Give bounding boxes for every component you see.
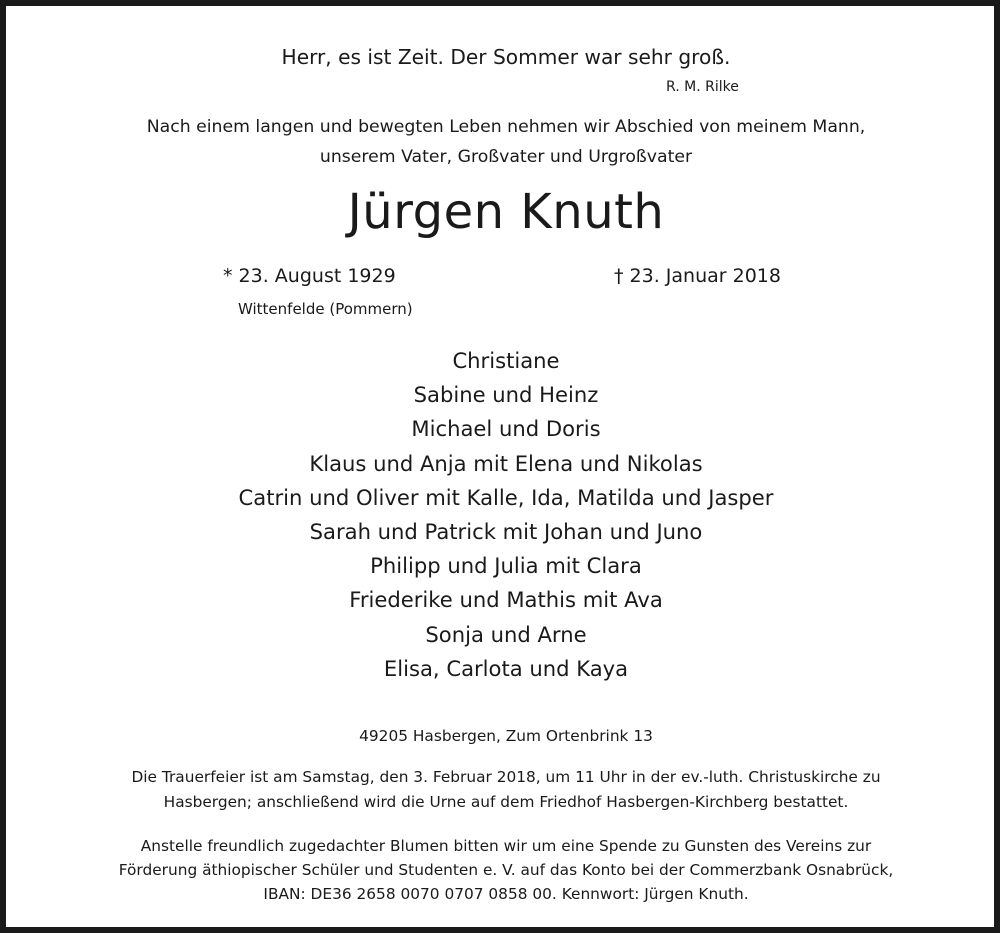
mourner-line: Sonja und Arne	[425, 621, 587, 647]
intro-line-1: Nach einem langen und bewegten Leben nehmen wir Abschied von meinem Mann,	[146, 117, 866, 137]
mourner-line: Christiane	[452, 348, 560, 373]
mourner-line: Philipp und Julia mit Clara	[370, 553, 642, 579]
rilke-quote: Herr, es ist Zeit. Der Sommer war sehr groß.	[281, 45, 731, 69]
mourner-line: Catrin und Oliver mit Kalle, Ida, Matilda und Jasper	[238, 484, 774, 510]
donation-info-line-2: Förderung äthiopischer Schüler und Studenten e. V. auf das Konto bei der Commerzbank Osnabrück,	[118, 861, 894, 879]
death-date: † 23. Januar 2018	[614, 265, 781, 287]
mourner-line: Friederike und Mathis mit Ava	[349, 587, 663, 613]
birth-date: * 23. August 1929	[223, 265, 396, 287]
birthplace: Wittenfelde (Pommern)	[238, 300, 413, 318]
mourner-line: Elisa, Carlota und Kaya	[383, 655, 629, 681]
donation-info-line-1: Anstelle freundlich zugedachter Blumen bitten wir um eine Spende zu Gunsten des Vereins zur	[140, 837, 872, 855]
funeral-info-line-1: Die Trauerfeier ist am Samstag, den 3. Februar 2018, um 11 Uhr in der ev.-luth. Christuskirche zu	[131, 768, 881, 786]
mourner-line: Klaus und Anja mit Elena und Nikolas	[309, 450, 703, 476]
mourners-list	[6, 346, 1000, 688]
funeral-info-line-2: Hasbergen; anschließend wird die Urne auf dem Friedhof Hasbergen-Kirchberg bestattet.	[163, 793, 849, 811]
donation-info-line-3: IBAN: DE36 2658 0070 0707 0858 00. Kennwort: Jürgen Knuth.	[263, 885, 749, 903]
mourner-line: Michael und Doris	[411, 416, 601, 442]
mourner-line: Sabine und Heinz	[413, 382, 599, 408]
family-address: 49205 Hasbergen, Zum Ortenbrink 13	[359, 727, 653, 745]
mourner-line: Sarah und Patrick mit Johan und Juno	[309, 518, 703, 544]
quote-author: R. M. Rilke	[666, 79, 739, 95]
deceased-name: Jürgen Knuth	[347, 184, 665, 240]
intro-line-2: unserem Vater, Großvater und Urgroßvater	[319, 147, 693, 167]
